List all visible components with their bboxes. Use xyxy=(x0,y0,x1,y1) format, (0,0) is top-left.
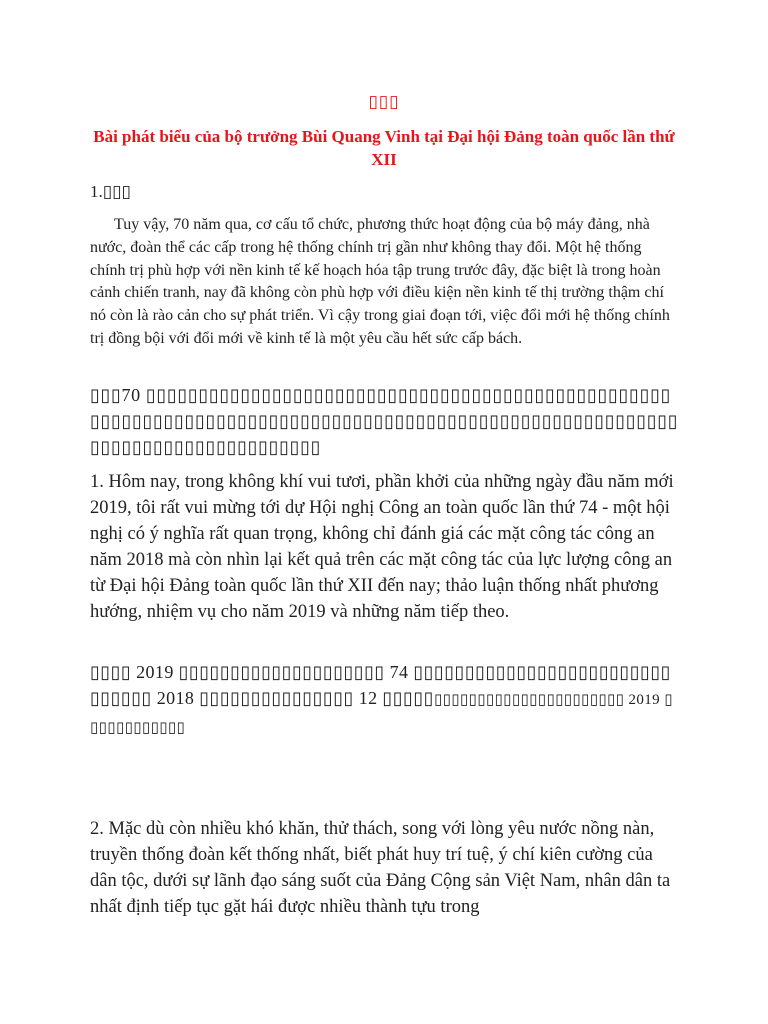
paragraph-cjk-2 xyxy=(90,659,680,741)
paragraph-cjk-2-small: ▯▯▯▯▯▯▯▯▯▯▯▯▯▯▯▯▯▯▯▯▯▯ 2019 ▯▯▯▯▯▯▯▯▯▯▯▯ xyxy=(90,692,673,736)
section-heading: 1.▯▯▯ xyxy=(90,182,131,201)
paragraph-vi-3: 2. Mặc dù còn nhiều khó khăn, thử thách, song với lòng yêu nước nồng nàn, truyền thống đoàn kết thống nhất, biết phát huy trí tuệ, ý chí kiên cường của dân tộc, dưới sự lãnh đạo sáng suốt của Đảng Cộng sản Việt Nam, nhân dân ta nhất định tiếp tục gặt hái được nhiều thành tựu trong xyxy=(90,819,671,917)
paragraph-cjk-2-main: ▯▯▯▯ 2019 ▯▯▯▯▯▯▯▯▯▯▯▯▯▯▯▯▯▯▯▯ 74 ▯▯▯▯▯▯▯▯▯▯▯▯▯▯▯▯▯▯▯▯▯▯▯▯▯▯▯▯▯▯▯ 2018 ▯▯▯▯▯▯▯▯▯▯▯▯▯▯▯ 12 ▯▯▯▯▯ xyxy=(90,662,671,708)
document-title: Bài phát biểu của bộ trưởng Bùi Quang Vinh tại Đại hội Đảng toàn quốc lần thứ XII xyxy=(93,127,675,169)
paragraph-vi-1: Tuy vậy, 70 năm qua, cơ cấu tổ chức, phương thức hoạt động của bộ máy đảng, nhà nước, đoàn thể các cấp trong hệ thống chính trị gần như không thay đổi. Một hệ thống chính trị phù hợp với nền kinh tế kế hoạch hóa tập trung trước đây, đặc biệt là trong hoàn cảnh chiến tranh, nay đã không còn phù hợp với điều kiện nền kinh tế thị trường thậm chí nó còn là rào cản cho sự phát triển. Vì cậy trong giai đoạn tới, việc đổi mới hệ thống chính trị đồng bội với đổi mới về kinh tế là một yêu cầu hết sức cấp bách. xyxy=(90,216,670,347)
paragraph-vi-2: 1. Hôm nay, trong không khí vui tươi, phần khởi của những ngày đầu năm mới 2019, tôi rất vui mừng tới dự Hội nghị Công an toàn quốc lần thứ 74 - một hội nghị có ý nghĩa rất quan trọng, không chỉ đánh giá các mặt công tác công an năm 2018 mà còn nhìn lại kết quả trên các mặt công tác của lực lượng công an từ Đại hội Đảng toàn quốc lần thứ XII đến nay; thảo luận thống nhất phương hướng, nhiệm vụ cho năm 2019 và những năm tiếp theo. xyxy=(90,472,674,622)
document-title-cjk: ▯▯▯ xyxy=(368,92,400,111)
paragraph-cjk-1: ▯▯▯70 ▯▯▯▯▯▯▯▯▯▯▯▯▯▯▯▯▯▯▯▯▯▯▯▯▯▯▯▯▯▯▯▯▯▯▯▯▯▯▯▯▯▯▯▯▯▯▯▯▯▯▯▯▯▯▯▯▯▯▯▯▯▯▯▯▯▯▯▯▯▯▯▯▯▯▯▯▯▯▯▯▯▯▯▯▯▯▯▯▯▯▯▯▯▯▯▯▯▯▯▯▯▯▯▯▯▯▯▯▯▯▯▯▯▯▯▯▯▯▯▯▯▯▯▯▯▯▯▯ xyxy=(90,385,679,457)
